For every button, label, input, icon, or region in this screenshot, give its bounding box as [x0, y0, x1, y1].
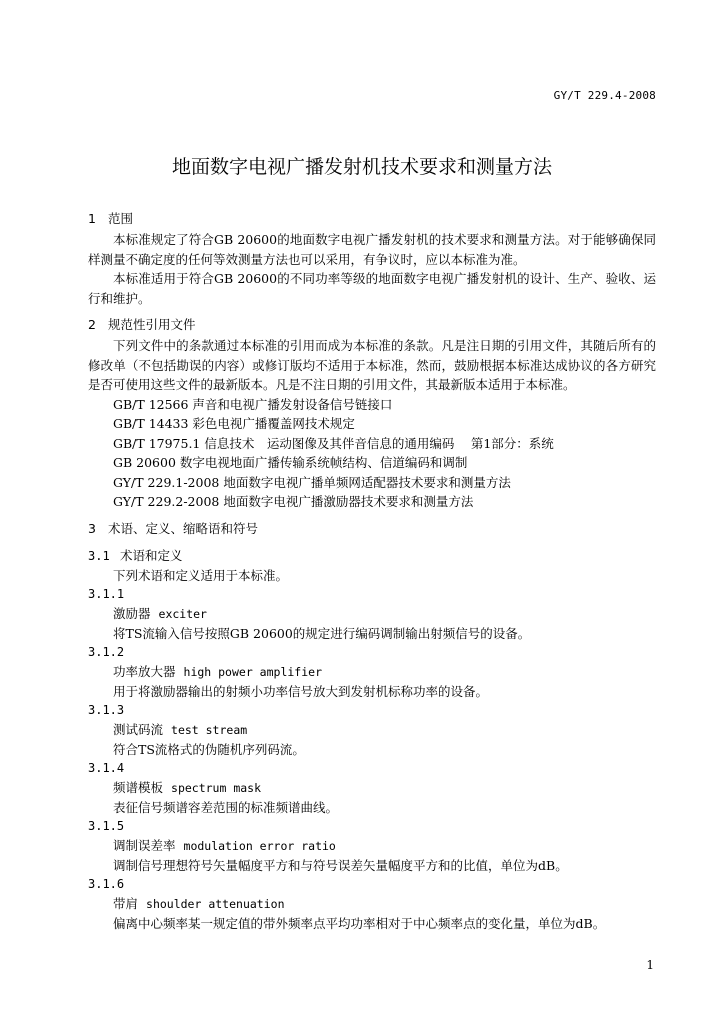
term-zh: 激励器	[113, 605, 151, 621]
reference-item: GB/T 12566 声音和电视广播发射设备信号链接口	[113, 396, 393, 412]
reference-item: GB/T 14433 彩色电视广播覆盖网技术规定	[113, 416, 355, 431]
term-definition: 表征信号频谱容差范围的标准频谱曲线。	[113, 799, 339, 815]
section-number: 2	[88, 317, 96, 332]
term-zh: 频谱模板	[113, 779, 164, 795]
term-number: 3.1.4	[88, 760, 125, 775]
term-number: 3.1.3	[88, 702, 125, 717]
subsection-intro: 下列术语和定义适用于本标准。	[113, 567, 289, 583]
term-entry	[88, 875, 656, 933]
term-definition: 将TS流输入信号按照GB 20600的规定进行编码调制输出射频信号的设备。	[113, 625, 531, 641]
term-zh: 带肩	[113, 895, 139, 911]
term-entry	[88, 701, 656, 759]
document-title: 地面数字电视广播发射机技术要求和测量方法	[171, 156, 552, 178]
section-title: 术语、定义、缩略语和符号	[108, 520, 259, 536]
term-number: 3.1.5	[88, 818, 125, 833]
subsection-title: 术语和定义	[120, 547, 183, 563]
term-name	[88, 836, 656, 856]
subsection-heading	[88, 546, 656, 566]
page-number: 1	[646, 958, 654, 972]
term-definition: 调制信号理想符号矢量幅度平方和与符号误差矢量幅度平方和的比值，单位为dB。	[113, 857, 568, 873]
document-body	[88, 208, 656, 933]
term-entry	[88, 643, 656, 701]
section-1-heading	[88, 208, 656, 230]
reference-item: GB 20600 数字电视地面广播传输系统帧结构、信道编码和调制	[113, 455, 468, 470]
term-zh: 调制误差率	[113, 837, 176, 853]
term-definition: 偏离中心频率某一规定值的带外频率点平均功率相对于中心频率点的变化量，单位为dB。	[113, 915, 606, 931]
standard-code: GY/T 229.4-2008	[553, 89, 656, 102]
term-en: high power amplifier	[183, 664, 322, 679]
term-definition: 符合TS流格式的伪随机序列码流。	[113, 741, 305, 757]
subsection-number: 3.1	[88, 548, 110, 563]
reference-item: GY/T 229.2-2008 地面数字电视广播激励器技术要求和测量方法	[113, 494, 474, 509]
term-number: 3.1.2	[88, 644, 125, 659]
term-name	[88, 894, 656, 914]
section-2-heading	[88, 314, 656, 336]
term-en: exciter	[158, 606, 207, 621]
term-en: test stream	[171, 722, 248, 737]
term-zh: 测试码流	[113, 721, 164, 737]
reference-item: GB/T 17975.1 信息技术 运动图像及其伴音信息的通用编码 第1部分：系统	[113, 435, 554, 451]
section-number: 1	[88, 211, 96, 226]
term-entry	[88, 585, 656, 643]
section-3-heading	[88, 518, 656, 540]
term-name	[88, 604, 656, 624]
term-entry	[88, 817, 656, 875]
paragraph: 下列文件中的条款通过本标准的引用而成为本标准的条款。凡是注日期的引用文件，其随后所有的修改单（不包括勘误的内容）或修订版均不适用于本标准，然而，鼓励根据本标准达成协议的各方研究是否可使用这些文件的最新版本。凡是不注日期的引用文件，其最新版本适用于本标准。	[88, 338, 656, 392]
term-number: 3.1.6	[88, 876, 125, 891]
term-entry	[88, 759, 656, 817]
term-en: modulation error ratio	[183, 838, 336, 853]
term-en: spectrum mask	[171, 780, 262, 795]
section-title: 范围	[108, 211, 134, 226]
reference-item: GY/T 229.1-2008 地面数字电视广播单频网适配器技术要求和测量方法	[113, 474, 511, 490]
section-number: 3	[88, 520, 96, 536]
term-en: shoulder attenuation	[146, 896, 285, 911]
term-number: 3.1.1	[88, 586, 125, 601]
term-name	[88, 720, 656, 740]
term-name	[88, 778, 656, 798]
paragraph: 本标准适用于符合GB 20600的不同功率等级的地面数字电视广播发射机的设计、生产、验收、运行和维护。	[88, 271, 656, 306]
paragraph: 本标准规定了符合GB 20600的地面数字电视广播发射机的技术要求和测量方法。对于能够确保同样测量不确定度的任何等效测量方法也可以采用，有争议时，应以本标准为准。	[88, 232, 656, 267]
term-definition: 用于将激励器输出的射频小功率信号放大到发射机标称功率的设备。	[113, 683, 489, 699]
term-name	[88, 662, 656, 682]
term-zh: 功率放大器	[113, 663, 176, 679]
section-title: 规范性引用文件	[108, 317, 196, 332]
